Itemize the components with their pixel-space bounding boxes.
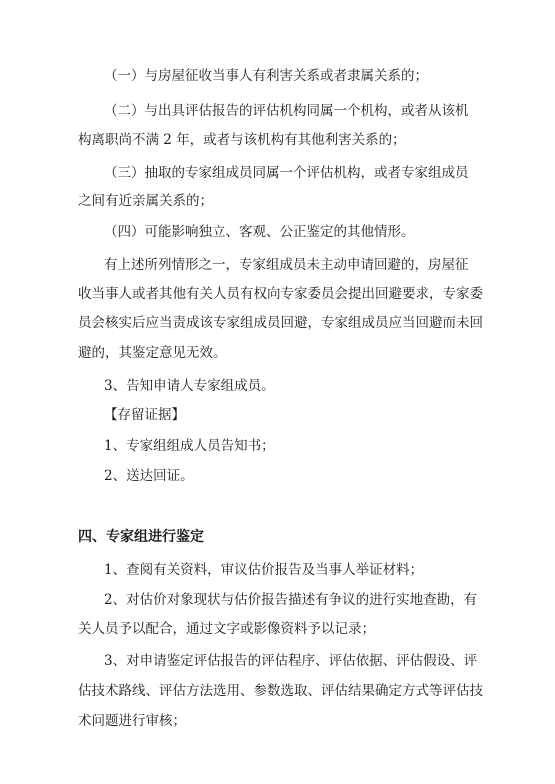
item-1-line: （一）与房屋征收当事人有利害关系或者隶属关系的； bbox=[104, 68, 428, 84]
item-4-line: （四）可能影响独立、客观、公正鉴定的其他情形。 bbox=[104, 224, 415, 240]
paragraph-line-2: 收当事人或者其他有关人员有权向专家委员会提出回避要求，专家委 bbox=[78, 286, 483, 302]
evidence-item-2: 2、送达回证。 bbox=[104, 468, 194, 484]
evidence-item-1: 1、专家组组成人员告知书； bbox=[104, 438, 275, 454]
section-heading: 四、专家组进行鉴定 bbox=[78, 529, 204, 545]
paragraph-line-3: 员会核实后应当责成该专家组成员回避，专家组成员应当回避而未回 bbox=[78, 315, 483, 331]
item-3-line-1: （三）抽取的专家组成员同属一个评估机构，或者专家组成员 bbox=[104, 165, 469, 181]
paragraph-line-1: 有上述所列情形之一，专家组成员未主动申请回避的，房屋征 bbox=[104, 257, 469, 273]
item-3-line-2: 之间有近亲属关系的； bbox=[78, 193, 213, 209]
section-item-2-line-2: 关人员予以配合，通过文字或影像资料予以记录； bbox=[78, 621, 375, 637]
section-item-3-line-2: 估技术路线、评估方法选用、参数选取、评估结果确定方式等评估技 bbox=[78, 683, 483, 699]
section-item-3-line-1: 3、对申请鉴定评估报告的评估程序、评估依据、评估假设、评 bbox=[104, 653, 478, 669]
evidence-title: 【存留证据】 bbox=[104, 407, 185, 423]
step-3-line: 3、告知申请人专家组成员。 bbox=[104, 378, 275, 394]
section-item-3-line-3: 术问题进行审核； bbox=[78, 713, 186, 729]
paragraph-line-4: 避的，其鉴定意见无效。 bbox=[78, 345, 227, 361]
item-2-line-1: （二）与出具评估报告的评估机构同属一个机构，或者从该机 bbox=[104, 103, 469, 119]
section-item-2-line-1: 2、对估价对象现状与估价报告描述有争议的进行实地查勘，有 bbox=[104, 592, 478, 608]
item-2-line-2: 构离职尚不满 2 年，或者与该机构有其他利害关系的； bbox=[78, 132, 406, 148]
section-item-1: 1、查阅有关资料，审议估价报告及当事人举证材料； bbox=[104, 562, 424, 578]
